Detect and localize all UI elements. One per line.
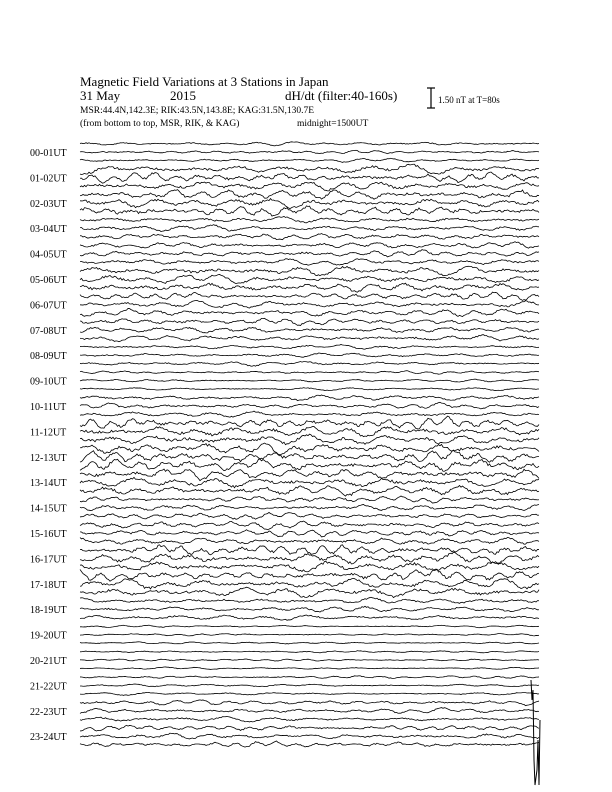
station-trace-rik [80,225,539,232]
row-label: 21-22UT [30,681,67,693]
station-trace-msr [80,344,539,349]
station-trace-kag [80,667,539,670]
station-trace-kag [80,335,539,342]
station-trace-msr [80,676,539,679]
chart-date: 31 May [80,88,121,103]
station-trace-rik [80,353,539,357]
station-trace-kag [80,182,539,191]
chart-title: Magnetic Field Variations at 3 Stations in Japan [80,74,329,89]
station-trace-kag [80,717,539,722]
station-trace-rik [80,504,539,510]
station-trace-rik [80,606,539,612]
row-label: 18-19UT [30,605,67,617]
station-trace-rik [80,199,539,209]
station-trace-kag [80,206,539,216]
station-trace-msr [80,443,539,454]
station-trace-msr [80,521,539,530]
row-label: 15-16UT [30,529,67,540]
late-spike-trace [531,680,540,785]
trace-rows [30,142,540,785]
station-trace-msr [80,142,539,146]
station-trace-msr [80,292,539,300]
scale-bar-label: 1.50 nT at T=80s [438,95,500,105]
station-trace-msr [80,216,539,222]
row-label: 00-01UT [30,148,67,159]
row-label: 13-14UT [30,478,67,490]
station-trace-rik [80,708,539,714]
station-trace-kag [80,308,539,316]
row-label: 11-12UT [30,427,67,439]
station-trace-rik [80,379,539,382]
station-trace-rik [80,250,539,257]
row-label: 09-10UT [30,376,67,388]
station-trace-msr [80,395,539,401]
scale-bar [427,88,435,108]
station-trace-msr [80,318,539,325]
station-trace-rik [80,733,539,739]
station-trace-rik [80,327,539,333]
station-trace-kag [80,537,539,544]
station-trace-rik [80,477,539,487]
station-trace-msr [80,651,539,653]
station-trace-rik [80,634,539,636]
station-trace-kag [80,587,539,597]
chart-stations: MSR:44.4N,142.3E; RIK:43.5N,143.8E; KAG:31.5N,130.7E [80,106,315,116]
station-trace-kag [80,459,539,471]
station-trace-kag [80,486,539,497]
row-label: 05-06UT [30,275,67,286]
station-trace-kag [80,234,539,240]
station-trace-msr [80,242,539,249]
station-trace-rik [80,172,539,183]
row-label: 17-18UT [30,579,67,591]
station-trace-msr [80,371,539,375]
chart-order-note: (from bottom to top, MSR, RIK, & KAG) [80,119,240,129]
station-trace-kag [80,561,539,571]
station-trace-rik [80,426,539,436]
station-trace-msr [80,164,539,174]
station-trace-msr [80,266,539,275]
station-trace-rik [80,684,539,687]
row-label: 23-24UT [30,732,67,744]
station-trace-msr [80,545,539,555]
row-label: 07-08UT [30,325,67,337]
station-trace-msr [80,625,539,628]
station-trace-msr [80,190,539,200]
station-trace-kag [80,692,539,695]
station-trace-kag [80,642,539,644]
row-label: 22-23UT [30,706,67,718]
station-trace-msr [80,496,539,503]
station-trace-rik [80,552,539,564]
station-trace-kag [80,434,539,445]
row-label: 03-04UT [30,224,67,236]
row-label: 19-20UT [30,630,67,642]
station-trace-kag [80,741,539,747]
row-label: 02-03UT [30,198,67,210]
row-label: 10-11UT [30,402,67,413]
station-trace-rik [80,659,539,661]
station-trace-msr [80,416,539,429]
station-trace-kag [80,411,539,417]
station-trace-rik [80,450,539,462]
row-label: 16-17UT [30,554,67,566]
chart-quantity: dH/dt (filter:40-160s) [285,88,398,103]
station-trace-rik [80,150,539,153]
station-trace-kag [80,388,539,391]
station-trace-msr [80,700,539,706]
station-trace-kag [80,362,539,367]
row-label: 20-21UT [30,656,67,667]
row-label: 06-07UT [30,300,67,312]
station-trace-rik [80,300,539,308]
row-label: 01-02UT [30,173,67,185]
station-trace-msr [80,725,539,731]
station-trace-rik [80,274,539,283]
station-trace-rik [80,402,539,409]
row-label: 08-09UT [30,351,67,363]
station-trace-msr [80,597,539,603]
station-trace-kag [80,283,539,292]
row-label: 12-13UT [30,452,67,464]
chart-midnight-note: midnight=1500UT [297,119,369,129]
station-trace-kag [80,615,539,620]
chart-year: 2015 [170,88,196,103]
row-label: 04-05UT [30,249,67,261]
station-trace-kag [80,512,539,519]
row-label: 14-15UT [30,503,67,515]
station-trace-msr [80,469,539,481]
station-trace-kag [80,158,539,162]
station-trace-rik [80,530,539,537]
station-trace-kag [80,259,539,265]
